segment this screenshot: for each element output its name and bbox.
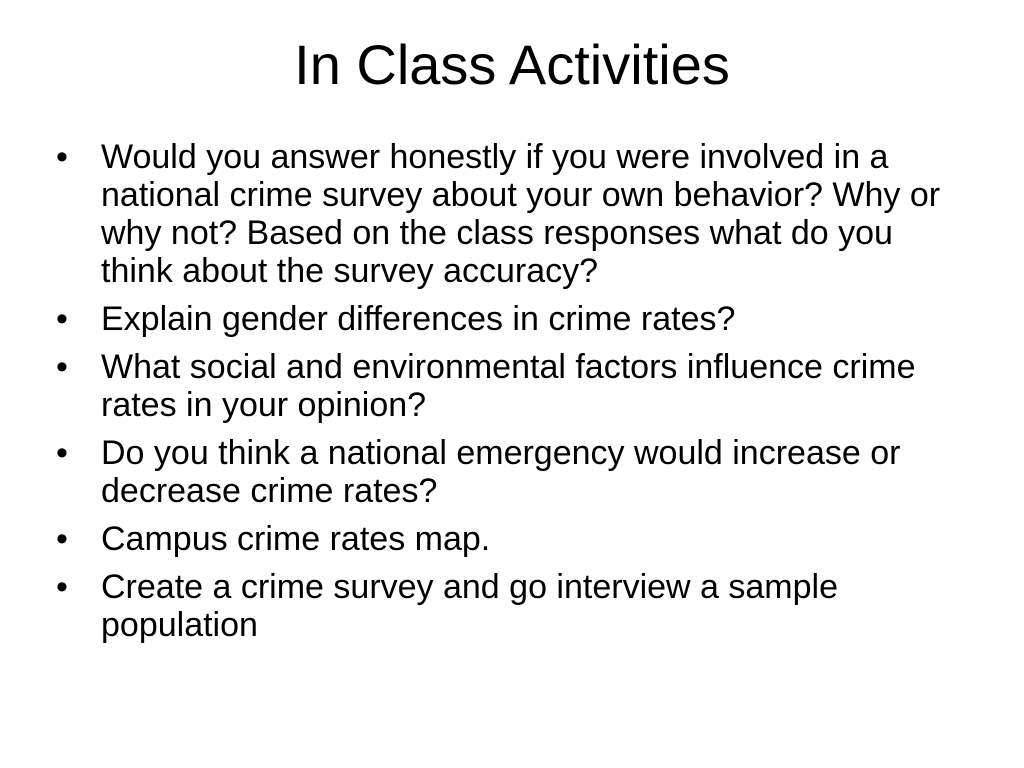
bullet-list <box>56 138 966 654</box>
bullet-item <box>56 138 966 290</box>
bullet-text: Create a crime survey and go interview a sample population <box>101 568 838 644</box>
bullet-glyph: • <box>56 300 68 338</box>
bullet-item <box>56 568 966 644</box>
bullet-glyph: • <box>56 434 68 472</box>
bullet-text: Do you think a national emergency would increase or decrease crime rates? <box>101 434 901 510</box>
bullet-item <box>56 520 966 558</box>
slide-title: In Class Activities <box>294 33 730 96</box>
bullet-glyph: • <box>56 348 68 386</box>
bullet-glyph: • <box>56 138 68 176</box>
bullet-item <box>56 434 966 510</box>
bullet-glyph: • <box>56 568 68 606</box>
bullet-text: Explain gender differences in crime rates? <box>101 300 736 338</box>
bullet-text: What social and environmental factors influence crime rates in your opinion? <box>101 348 916 424</box>
bullet-text: Would you answer honestly if you were involved in a national crime survey about your own behavior? Why or why not? Based on the class responses what do you think about the survey accuracy? <box>101 138 941 290</box>
bullet-text: Campus crime rates map. <box>101 520 491 558</box>
bullet-glyph: • <box>56 520 68 558</box>
bullet-item <box>56 348 966 424</box>
bullet-item <box>56 300 966 338</box>
